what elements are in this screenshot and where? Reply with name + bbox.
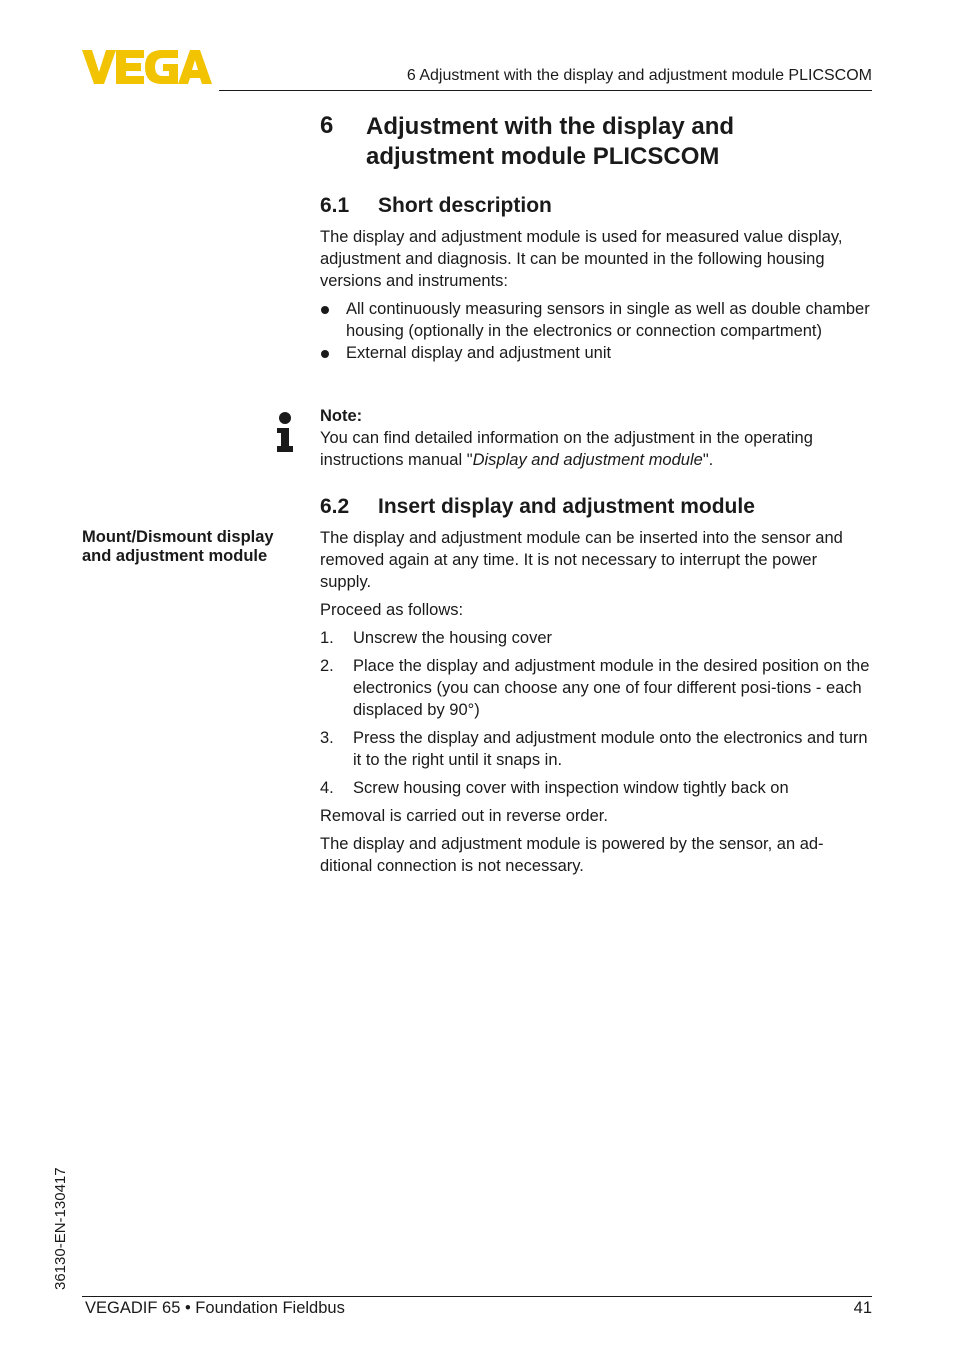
section-1-title: Short description	[378, 194, 552, 217]
document-number: 36130-EN-130417	[52, 1167, 69, 1290]
list-item: 2. Place the display and adjustment module in the desired position on the electronics (you can choose any one of four different posi-tions - each displaced by 90°)	[320, 657, 870, 719]
bullet-icon	[321, 306, 329, 314]
page-number: 41	[853, 1299, 872, 1317]
list-item: 1. Unscrew the housing cover	[320, 629, 553, 647]
note-block	[320, 405, 872, 471]
power-text: The display and adjustment module is powered by the sensor, an ad-ditional connection is not necessary.	[320, 835, 824, 875]
steps-list	[320, 627, 872, 799]
note-text: You can find detailed information on the adjustment in the operating instructions manual "Display and adjustment module".	[320, 429, 813, 469]
footer-product: VEGADIF 65 • Foundation Fieldbus	[85, 1299, 345, 1317]
removal-text: Removal is carried out in reverse order.	[320, 807, 608, 825]
footer-rule	[82, 1296, 872, 1297]
bullet-icon	[321, 350, 329, 358]
header-rule	[219, 90, 872, 91]
proceed-text: Proceed as follows:	[320, 601, 464, 619]
info-icon	[275, 412, 295, 452]
margin-label: Mount/Dismount display and adjustment module	[82, 528, 274, 565]
list-item: External display and adjustment unit	[320, 342, 872, 364]
chapter-number: 6	[320, 112, 334, 139]
section-1-bullet-list	[320, 298, 872, 364]
note-label: Note:	[320, 407, 363, 425]
section-2-title: Insert display and adjustment module	[378, 495, 755, 518]
running-header: 6 Adjustment with the display and adjustment module PLICSCOM	[406, 67, 872, 84]
chapter-title-line-2: adjustment module PLICSCOM	[366, 143, 720, 170]
vega-logo	[82, 50, 212, 84]
section-1-intro: The display and adjustment module is used for measured value display, adjustment and diagnosis. It can be mounted in the following housing versions and instruments:	[320, 228, 843, 290]
section-1-body	[320, 226, 872, 364]
section-2-intro: The display and adjustment module can be inserted into the sensor and removed again at any time. It is not necessary to interrupt the power supply.	[320, 529, 843, 591]
list-item: All continuously measuring sensors in single as well as double chamber housing (optionally in the electronics or connection compartment)	[320, 298, 872, 342]
chapter-title	[366, 112, 866, 172]
chapter-title-line-1: Adjustment with the display and	[366, 113, 735, 140]
list-item: 3. Press the display and adjustment module onto the electronics and turn it to the right until it snaps in.	[320, 729, 868, 769]
list-item: 4. Screw housing cover with inspection window tightly back on	[320, 779, 789, 797]
section-1-number: 6.1	[320, 194, 350, 217]
section-2-body	[320, 527, 872, 883]
section-2-number: 6.2	[320, 495, 350, 518]
